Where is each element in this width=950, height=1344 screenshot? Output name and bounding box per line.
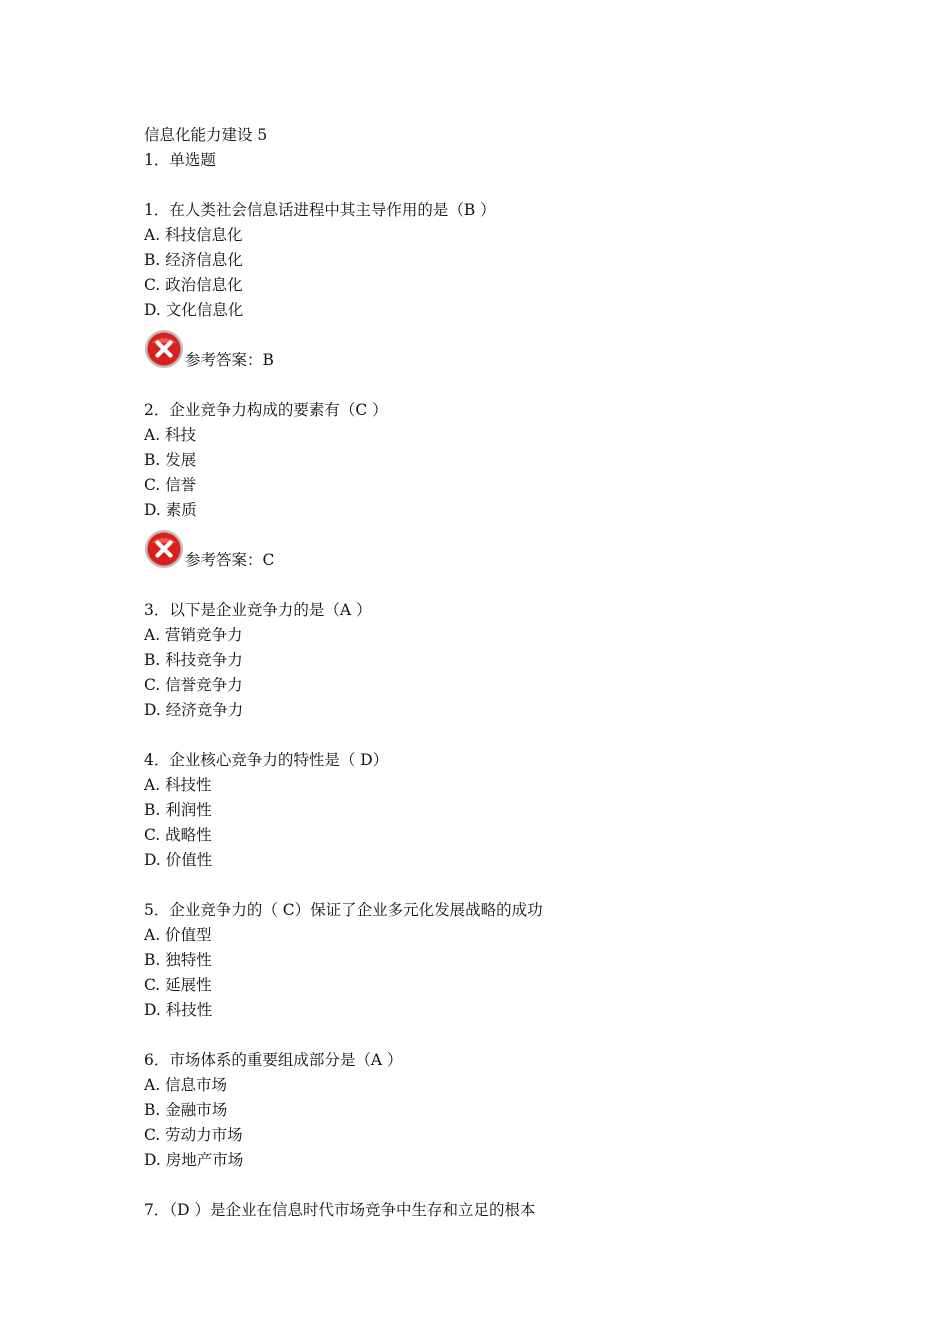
option-b: B. 发展 [144,451,197,469]
option-c: C. 延展性 [144,976,212,994]
document-body [144,123,844,1223]
question-stem: 1．在人类社会信息话进程中其主导作用的是（B ） [144,201,496,219]
option-c: C. 劳动力市场 [144,1126,243,1144]
spacer [144,723,844,748]
option-b: B. 金融市场 [144,1101,228,1119]
option-b: B. 利润性 [144,801,212,819]
question-block [144,1048,844,1198]
option-d: D. 文化信息化 [144,301,244,319]
answer-prefix: 参考答案： [185,551,263,569]
option-c: C. 信誉 [144,476,197,494]
question-block [144,398,844,598]
spacer [144,573,844,598]
question-block [144,198,844,398]
wrong-icon [144,329,184,369]
question-block [144,1198,844,1223]
question-stem: 5．企业竞争力的（ C）保证了企业多元化发展战略的成功 [144,901,543,919]
section-heading: 1．单选题 [144,151,216,169]
spacer [144,873,844,898]
spacer [144,173,844,198]
option-a: A. 信息市场 [144,1076,228,1094]
answer-row [144,323,844,373]
option-a: A. 科技 [144,426,197,444]
answer-value: B [262,351,274,369]
question-stem: 4．企业核心竞争力的特性是（ D） [144,751,389,769]
option-b: B. 科技竞争力 [144,651,243,669]
question-stem: 3．以下是企业竞争力的是（A ） [144,601,372,619]
option-c: C. 信誉竞争力 [144,676,243,694]
reference-answer [185,348,274,373]
answer-value: C [262,551,275,569]
option-a: A. 营销竞争力 [144,626,243,644]
option-b: B. 独特性 [144,951,212,969]
spacer [144,1023,844,1048]
wrong-icon [144,529,184,569]
option-c: C. 政治信息化 [144,276,243,294]
question-stem: 6．市场体系的重要组成部分是（A ） [144,1051,403,1069]
reference-answer [185,548,274,573]
answer-prefix: 参考答案： [185,351,263,369]
spacer [144,1173,844,1198]
spacer [144,373,844,398]
document-title: 信息化能力建设 5 [144,126,268,144]
question-block [144,598,844,748]
question-block [144,898,844,1048]
option-c: C. 战略性 [144,826,212,844]
option-d: D. 房地产市场 [144,1151,244,1169]
option-a: A. 价值型 [144,926,212,944]
option-a: A. 科技信息化 [144,226,243,244]
option-d: D. 素质 [144,501,197,519]
answer-row [144,523,844,573]
question-stem: 2．企业竞争力构成的要素有（C ） [144,401,388,419]
option-d: D. 科技性 [144,1001,213,1019]
option-d: D. 经济竞争力 [144,701,244,719]
option-d: D. 价值性 [144,851,213,869]
option-b: B. 经济信息化 [144,251,243,269]
option-a: A. 科技性 [144,776,212,794]
question-block [144,748,844,898]
question-stem: 7．（D ）是企业在信息时代市场竞争中生存和立足的根本 [144,1201,536,1219]
